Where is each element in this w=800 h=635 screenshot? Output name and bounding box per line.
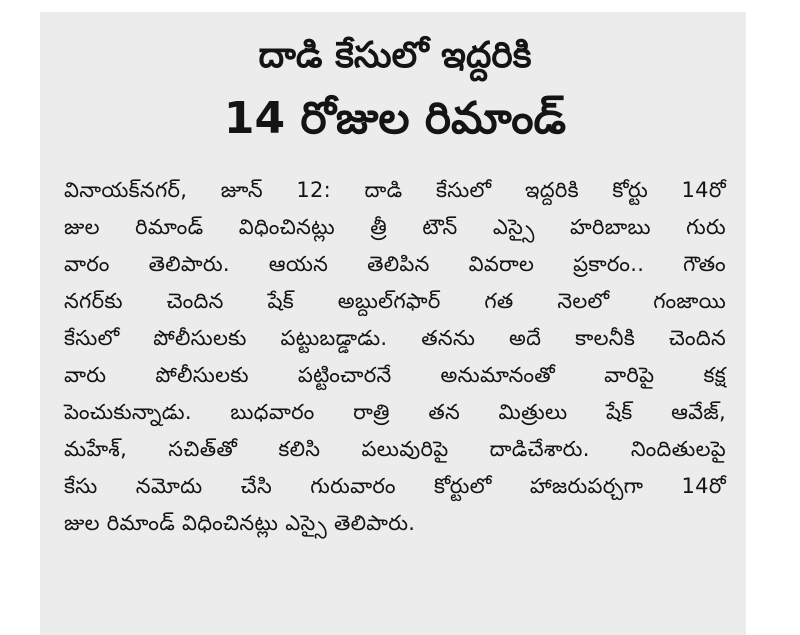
body-line-1: వినాయక్‌నగర్, జూన్ 12: దాడి కేసులో ఇద్దరికి కోర్టు 14రో bbox=[64, 178, 726, 202]
article-body bbox=[64, 172, 726, 542]
body-line-9: కేసు నమోదు చేసి గురువారం కోర్టులో హాజరుపర్చగా 14రో bbox=[64, 474, 726, 498]
body-line-6: వారు పోలీసులకు పట్టించారనే అనుమానంతో వారిపై కక్ష bbox=[64, 363, 726, 387]
headline-line-2: 14 రోజుల రిమాండ్ bbox=[223, 93, 567, 144]
body-line-2: జుల రిమాండ్ విధించినట్లు త్రీ టౌన్ ఎస్సై హరిబాబు గురు bbox=[64, 215, 726, 239]
news-clipping bbox=[40, 12, 746, 635]
headline bbox=[64, 30, 726, 150]
body-line-8: మహేశ్, సచిత్‌తో కలిసి పలువురిపై దాడిచేశారు. నిందితులపై bbox=[64, 437, 726, 461]
body-line-7: పెంచుకున్నాడు. బుధవారం రాత్రి తన మిత్రులు షేక్ ఆవేజ్, bbox=[64, 400, 726, 424]
body-line-3: వారం తెలిపారు. ఆయన తెలిపిన వివరాల ప్రకారం.. గౌతం bbox=[64, 252, 726, 276]
body-line-4: నగర్‌కు చెందిన షేక్ అబ్దుల్‌గఫార్ గత నెలలో గంజాయి bbox=[64, 289, 726, 313]
body-line-10: జుల రిమాండ్ విధించినట్లు ఎస్సై తెలిపారు. bbox=[64, 511, 416, 535]
body-line-5: కేసులో పోలీసులకు పట్టుబడ్డాడు. తనను అదే కాలనీకి చెందిన bbox=[64, 326, 726, 350]
headline-line-1: దాడి కేసులో ఇద్దరికి bbox=[258, 35, 532, 76]
